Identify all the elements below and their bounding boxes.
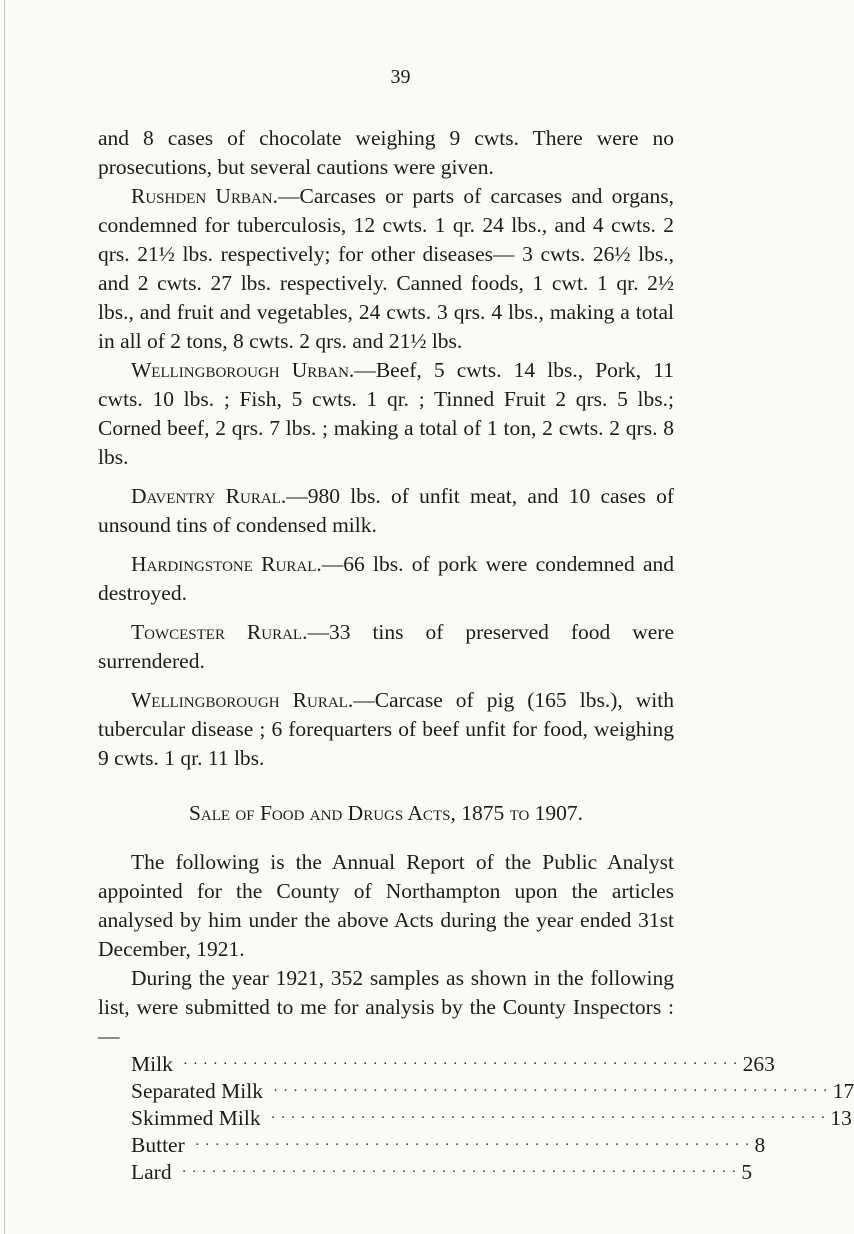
sample-name: Separated Milk — [131, 1079, 263, 1103]
sample-row — [98, 1159, 753, 1186]
hardingstone-paragraph — [98, 550, 674, 608]
sample-row — [98, 1051, 775, 1078]
towcester-paragraph — [98, 618, 674, 676]
sample-count: 17 — [832, 1079, 854, 1103]
sample-count: 5 — [741, 1160, 753, 1184]
district-name: Daventry Rural. — [131, 484, 287, 508]
rushden-paragraph — [98, 182, 674, 356]
section-heading: Sale of Food and Drugs Acts, 1875 to 1907. — [188, 801, 584, 825]
district-text: —33 tins of preserved food were surrendered. — [98, 620, 674, 673]
sample-count: 13 — [830, 1106, 852, 1130]
district-name: Hardingstone Rural. — [131, 552, 322, 576]
sample-row — [98, 1078, 854, 1105]
samples-paragraph: During the year 1921, 352 samples as shown in the following list, were submitted to me for analysis by the County Inspectors :— — [98, 966, 674, 1048]
leader-dots: ························································ — [270, 1110, 831, 1126]
sample-row — [98, 1132, 766, 1159]
district-text: —980 lbs. of unfit meat, and 10 cases of unsound tins of condensed milk. — [98, 484, 674, 537]
page-number: 39 — [390, 66, 411, 88]
daventry-paragraph — [98, 482, 674, 540]
sample-name: Skimmed Milk — [131, 1106, 261, 1130]
leader-dots: ························································ — [194, 1137, 755, 1153]
district-name: Wellingborough Rural. — [131, 688, 354, 712]
sample-count: 8 — [754, 1133, 766, 1157]
district-text: —Carcases or parts of carcases and organs, condemned for tuberculosis, 12 cwts. 1 qr. 24 lbs., and 4 cwts. 2 qrs. 21½ lbs. respectively; for other diseases— 3 cwts. 26½ lbs., and 2 cwts. 27 lbs. respectively. Canned foods, 1 cwt. 1 qr. 2½ lbs., and fruit and vegetables, 24 cwts. 3 qrs. 4 lbs., making a total in all of 2 tons, 8 cwts. 2 qrs. and 21½ lbs. — [98, 184, 674, 353]
sample-count: 263 — [742, 1052, 775, 1076]
leader-dots: ························································ — [182, 1056, 743, 1072]
district-name: Wellingborough Urban. — [131, 358, 355, 382]
district-text: —66 lbs. of pork were condemned and destroyed. — [98, 552, 675, 605]
sample-name: Butter — [131, 1133, 185, 1157]
leader-dots: ························································ — [272, 1083, 833, 1099]
leader-dots: ························································ — [181, 1164, 742, 1180]
intro-paragraph: and 8 cases of chocolate weighing 9 cwts. There were no prosecutions, but several cautions were given. — [98, 126, 674, 179]
district-text: —Beef, 5 cwts. 14 lbs., Pork, 11 cwts. 10 lbs. ; Fish, 5 cwts. 1 qr. ; Tinned Fruit 2 qrs. 5 lbs.; Corned beef, 2 qrs. 7 lbs. ; making a total of 1 ton, 2 cwts. 2 qrs. 8 lbs. — [98, 358, 674, 469]
sample-row — [98, 1105, 852, 1132]
wellingborough-urban-paragraph — [98, 356, 674, 472]
district-name: Rushden Urban. — [131, 184, 279, 208]
sample-name: Lard — [131, 1160, 172, 1184]
wellingborough-rural-paragraph — [98, 686, 674, 773]
analyst-report-paragraph: The following is the Annual Report of the Public Analyst appointed for the County of Northampton upon the articles analysed by him under the above Acts during the year ended 31st December, 1921. — [98, 850, 674, 961]
page-edge-line — [4, 0, 5, 1234]
page-body — [98, 124, 854, 1186]
samples-list — [98, 1051, 854, 1186]
district-text: —Carcase of pig (165 lbs.), with tubercular disease ; 6 forequarters of beef unfit for food, weighing 9 cwts. 1 qr. 11 lbs. — [98, 688, 674, 770]
sample-name: Milk — [131, 1052, 173, 1076]
district-name: Towcester Rural. — [131, 620, 308, 644]
